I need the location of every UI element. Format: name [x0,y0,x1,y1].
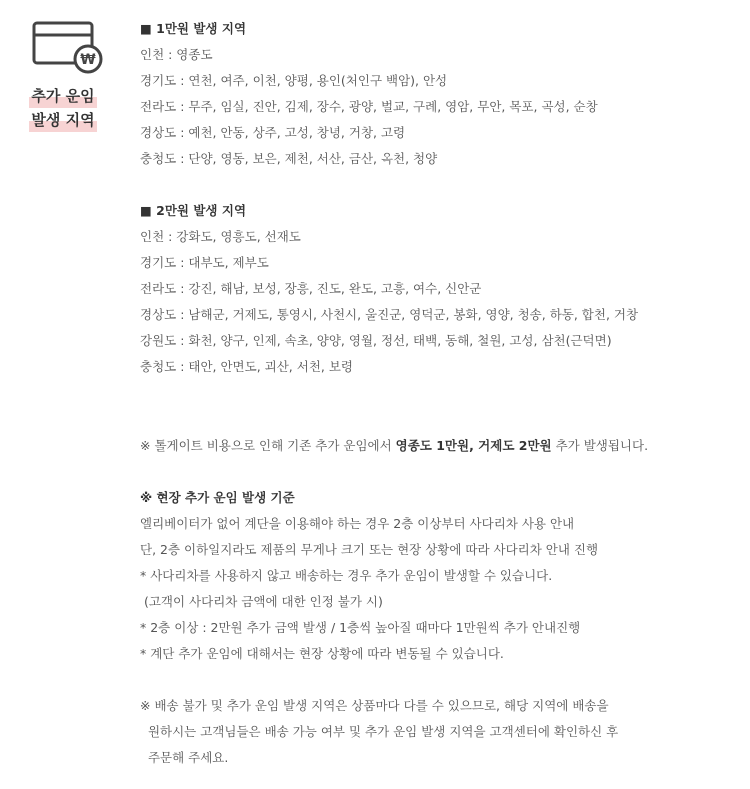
side-title-line-2: 발생 지역 [29,108,96,132]
site-row: 엘리베이터가 없어 계단을 이용해야 하는 경우 2층 이상부터 사다리차 사용 안내 [140,516,575,531]
section-2-row: 인천 : 강화도, 영흥도, 선재도 [140,229,301,244]
site-row: * 2층 이상 : 2만원 추가 금액 발생 / 1층씩 높아질 때마다 1만원씩 추가 안내진행 [140,620,581,635]
section-1-row: 인천 : 영종도 [140,47,213,62]
toll-note [140,437,648,455]
toll-note-prefix: ※ 톨게이트 비용으로 인해 기존 추가 운임에서 [140,438,396,453]
side-title [22,84,104,132]
section-2-row: 전라도 : 강진, 해남, 보성, 장흥, 진도, 완도, 고흥, 여수, 신안군 [140,281,482,296]
side-title-line-1: 추가 운임 [29,84,96,108]
toll-note-bold: 영종도 1만원, 거제도 2만원 [395,438,552,453]
section-1-row: 충청도 : 단양, 영동, 보은, 제천, 서산, 금산, 옥천, 청양 [140,151,438,166]
site-row: (고객이 사다리차 금액에 대한 인정 불가 시) [140,594,383,609]
site-row: * 계단 추가 운임에 대해서는 현장 상황에 따라 변동될 수 있습니다. [140,646,504,661]
toll-note-suffix: 추가 발생됩니다. [551,438,649,453]
site-heading: ※ 현장 추가 운임 발생 기준 [140,490,295,505]
final-note-row: ※ 배송 불가 및 추가 운임 발생 지역은 상품마다 다를 수 있으므로, 해당 지역에 배송을 [140,698,609,713]
section-2-row: 강원도 : 화천, 양구, 인제, 속초, 양양, 영월, 정선, 태백, 동해, 철원, 고성, 삼천(근덕면) [140,333,612,348]
section-2-row: 경기도 : 대부도, 제부도 [140,255,269,270]
credit-card-won-icon [32,20,104,76]
final-note-row: 주문해 주세요. [140,750,229,765]
section-2-heading: ■ 2만원 발생 지역 [140,203,247,218]
site-row: 단, 2층 이하일지라도 제품의 무게나 크기 또는 현장 상황에 따라 사다리차 안내 진행 [140,542,599,557]
section-1-row: 경상도 : 예천, 안동, 상주, 고성, 창녕, 거창, 고령 [140,125,406,140]
site-row: * 사다리차를 사용하지 않고 배송하는 경우 추가 운임이 발생할 수 있습니다. [140,568,553,583]
final-note-row: 원하시는 고객님들은 배송 가능 여부 및 추가 운임 발생 지역을 고객센터에 확인하신 후 [140,724,619,739]
svg-text:₩: ₩ [80,52,96,68]
section-1-row: 경기도 : 연천, 여주, 이천, 양평, 용인(처인구 백암), 안성 [140,73,448,88]
section-2-row: 충청도 : 태안, 안면도, 괴산, 서천, 보령 [140,359,353,374]
section-1-heading: ■ 1만원 발생 지역 [140,21,247,36]
section-1-row: 전라도 : 무주, 임실, 진안, 김제, 장수, 광양, 벌교, 구례, 영암, 무안, 목포, 곡성, 순창 [140,99,598,114]
section-2-row: 경상도 : 남해군, 거제도, 통영시, 사천시, 울진군, 영덕군, 봉화, 영양, 청송, 하동, 합천, 거창 [140,307,639,322]
